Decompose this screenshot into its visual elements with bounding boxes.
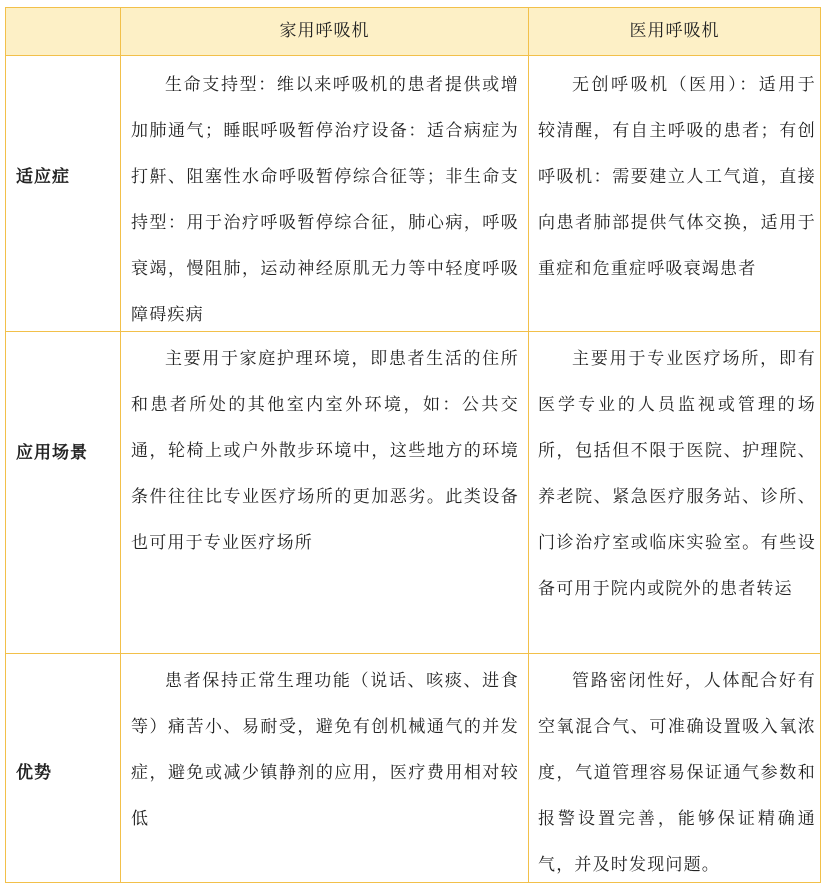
row-divider	[6, 55, 820, 56]
column-divider	[120, 8, 121, 882]
header-medical-ventilator: 医用呼吸机	[629, 21, 720, 41]
row-divider	[6, 653, 820, 654]
header-home-ventilator: 家用呼吸机	[279, 21, 370, 41]
header-empty-cell	[6, 8, 120, 55]
row-label-advantages: 优势	[16, 763, 52, 783]
row-label-indications: 适应症	[16, 167, 70, 187]
cell-medical-advantages: 管路密闭性好，人体配合好有空氧混合气、可准确设置吸入氧浓度，气道管理容易保证通气参数和报警设置完善，能够保证精确通气，并及时发现问题。	[538, 671, 816, 875]
row-label-scenarios: 应用场景	[16, 443, 88, 463]
cell-medical-indications: 无创呼吸机（医用）：适用于较清醒，有自主呼吸的患者；有创呼吸机：需要建立人工气道，直接向患者肺部提供气体交换，适用于重症和危重症呼吸衰竭患者	[538, 75, 816, 279]
cell-home-indications: 生命支持型：维以来呼吸机的患者提供或增加肺通气；睡眠呼吸暂停治疗设备：适合病症为打鼾、阻塞性水命呼吸暂停综合征等；非生命支持型：用于治疗呼吸暂停综合征，肺心病，呼吸衰竭，慢阻肺，运动神经原肌无力等中轻度呼吸障碍疾病	[131, 75, 519, 325]
cell-home-scenarios: 主要用于家庭护理环境，即患者生活的住所和患者所处的其他室内室外环境，如：公共交通，轮椅上或户外散步环境中，这些地方的环境条件往往比专业医疗场所的更加恶劣。此类设备也可用于专业医疗场所	[131, 349, 519, 553]
column-divider	[528, 8, 529, 882]
comparison-table	[5, 7, 821, 883]
cell-medical-scenarios: 主要用于专业医疗场所，即有医学专业的人员监视或管理的场所，包括但不限于医院、护理院、养老院、紧急医疗服务站、诊所、门诊治疗室或临床实验室。有些设备可用于院内或院外的患者转运	[538, 349, 816, 599]
cell-home-advantages: 患者保持正常生理功能（说话、咳痰、进食等）痛苦小、易耐受，避免有创机械通气的并发症，避免或减少镇静剂的应用，医疗费用相对较低	[131, 671, 519, 829]
